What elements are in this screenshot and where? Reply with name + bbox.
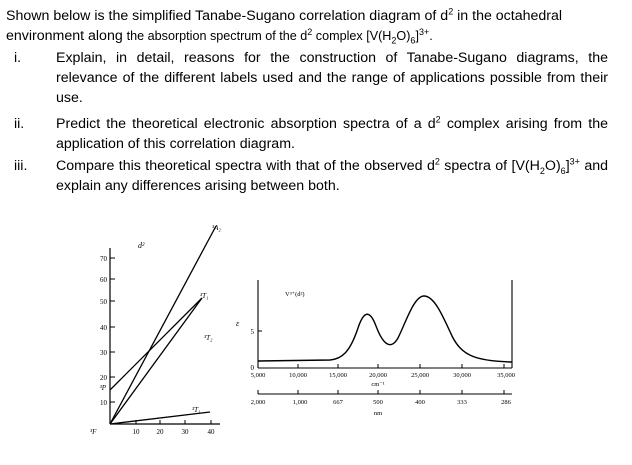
question-text: Predict the theoretical electronic absorption spectra of a $d^2$ complex arising from the application of this correlation diagram. <box>56 114 608 152</box>
spectrum-wavelength-label: 667 <box>333 399 343 406</box>
spectrum-wavelength-ticks <box>258 390 504 394</box>
ts-y-tick-label: 50 <box>100 298 107 306</box>
ts-x-tick-label: 10 <box>132 428 140 436</box>
spectrum-wavelength-label: 400 <box>415 399 425 406</box>
question-text: Explain, in detail, reasons for the construction of Tanabe-Sugano diagrams, the relevance of the different labels used and the range of applications possible from their use. <box>56 50 608 106</box>
ts-d2-label: d² <box>138 241 145 250</box>
spectrum-wavenumber-unit: cm⁻¹ <box>371 381 385 388</box>
ts-3f-label: ³F <box>90 428 97 436</box>
tanabe-sugano-diagram <box>90 224 221 436</box>
spectrum-wavenumber-ticks <box>258 364 504 368</box>
spectrum-wavenumber-label: 15,000 <box>329 372 347 379</box>
spectrum-wavelength-unit: nm <box>373 410 383 417</box>
ts-line-3a2 <box>110 226 216 424</box>
spectrum-wavenumber-label: 10,000 <box>289 372 307 379</box>
ts-y-tick-label: 40 <box>100 324 107 332</box>
ts-x-tick-label: 30 <box>181 428 189 436</box>
absorption-spectrum <box>236 280 515 417</box>
ts-y-tick-label: 60 <box>100 276 107 284</box>
ts-y-ticks <box>110 258 115 402</box>
ts-y-tick-label: 30 <box>100 349 107 357</box>
ts-y-tick-label: 20 <box>100 374 107 382</box>
ts-x-tick-label: 40 <box>207 428 215 436</box>
ts-line-3t1-upper <box>110 298 202 390</box>
question-number: iii. <box>14 158 28 174</box>
ts-3t1-label: ³T₁ <box>200 292 209 300</box>
intro-text-small: the absorption spectrum of the $d^2$ complex $[V(H_2O)_6]^{3+}$. <box>126 26 433 46</box>
ts-3t1-ground-label: ³T₁ <box>192 406 201 414</box>
spectrum-wavelength-label: 2,000 <box>250 399 266 406</box>
spectrum-epsilon-label: ε <box>236 319 240 328</box>
spectrum-wavenumber-label: 5,000 <box>250 372 266 379</box>
ts-3a2-label: ³A₂ <box>212 224 221 232</box>
ts-y-tick-label: 70 <box>100 255 107 263</box>
spectrum-wavelength-label: 286 <box>501 399 511 406</box>
intro-text-1: Shown below is the simplified Tanabe-Sugano correlation diagram of d <box>6 8 449 24</box>
spectrum-y-tick-label: 5 <box>250 328 254 336</box>
spectrum-wavenumber-label: 35,000 <box>497 372 515 379</box>
question-number: ii. <box>14 116 25 132</box>
ts-3t2-label: ³T₂ <box>204 334 213 342</box>
ts-y-tick-label: 10 <box>100 399 107 407</box>
spectrum-wavelength-label: 333 <box>457 399 467 406</box>
spectrum-wavenumber-label: 20,000 <box>369 372 387 379</box>
spectrum-curve <box>258 296 512 362</box>
spectrum-wavelength-label: 1,000 <box>292 399 308 406</box>
figure <box>80 218 530 438</box>
spectrum-wavenumber-label: 25,000 <box>411 372 429 379</box>
ts-3p-label: ³P <box>99 384 106 392</box>
question-number: i. <box>14 50 22 66</box>
spectrum-sample-label: V³⁺(d²) <box>285 291 305 298</box>
spectrum-wavelength-label: 500 <box>373 399 383 406</box>
ts-line-3t2 <box>110 298 202 424</box>
ts-x-tick-label: 20 <box>156 428 164 436</box>
intro-paragraph: Shown below is the simplified Tanabe-Sugano correlation diagram of $d^2$ in the octahedral environment along the absorption spectrum of the $d^2$ complex $[V(H_2O)_6]^{3+}$. <box>6 6 563 46</box>
spectrum-wavenumber-label: 30,000 <box>453 372 471 379</box>
spectrum-y-tick-label: 0 <box>250 364 254 372</box>
question-text: Compare this theoretical spectra with that of the observed $d^2$ spectra of $[V(H_2O)_6]^{3+}$ and explain any differences arising between both. <box>56 156 608 194</box>
